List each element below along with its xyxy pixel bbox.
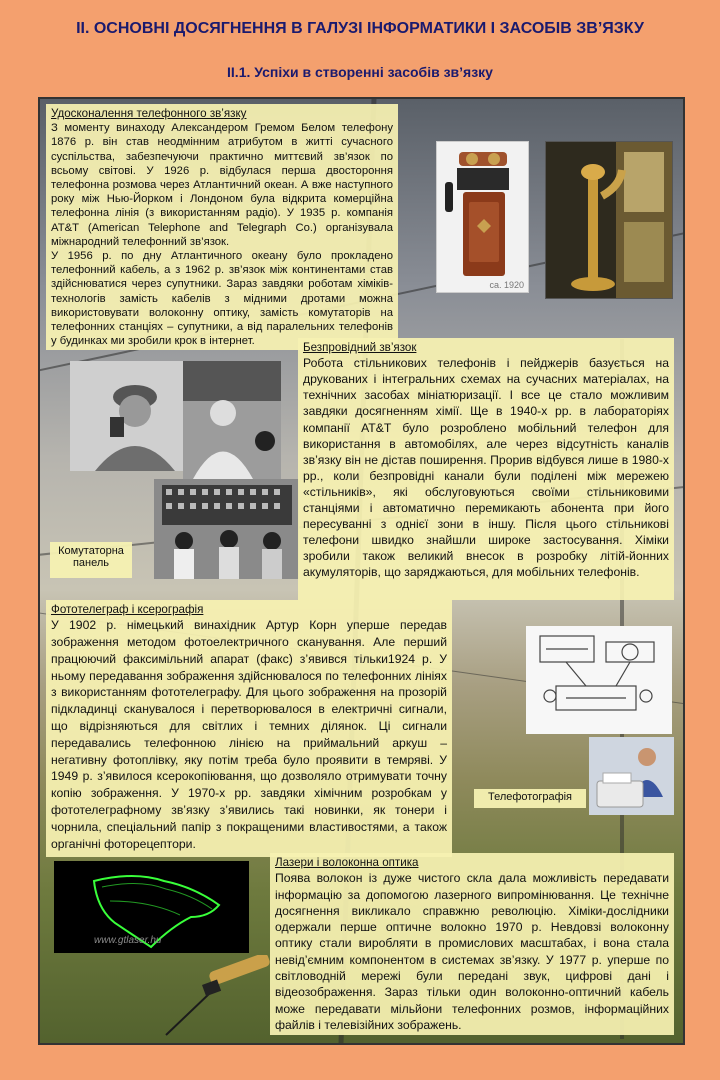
radio-operator-photo-2 (183, 361, 281, 479)
fax-section (46, 600, 452, 857)
candlestick-telephone-icon (545, 141, 673, 299)
fax-text: У 1902 р. німецький винахідник Артур Корн уперше передав зображення методом фотоелектричного сканування. Але перший працюючий факсимільний апарат (факс) з’явився тільки1924 р. У ньому передавання зображення здійснювалося по телефонних лініях з використанням фототелеграфу. Для цього зображення на прозорій підкладинці сканувалося і перетворювалося в електричні сигнали, що відрізняються для світлих і темних ділянок. Ці сигнали передавались телефонною лінією на приймальний аркуш – негативну фотоплівку, яку потім треба було проявити в темряві. У 1949 р. з’явилося ксерокопіювання, що дозволяло отримувати точну копію зображення. У 1970-х рр. завдяки хімічним розробкам у фототелеграфному зв’язку з’явились такі новинки, як тонери і чорнила, спеціальний папір з покращеними властивостями, а також органічні фоторецептори. (51, 618, 447, 851)
fax-heading: Фототелеграф і ксерографія (51, 603, 204, 616)
laser-heading: Лазери і волоконна оптика (275, 856, 419, 869)
fiber-optic-icon (146, 955, 276, 1041)
wireless-section (298, 338, 674, 600)
radio-operator-photo (70, 361, 183, 471)
telephone-text-2: У 1956 р. по дну Атлантичного океану було прокладено телефонний кабель, а з 1962 р. зв’язок між континентами став здійснюватися через супутники. Зараз завдяки роботам хіміків-технологів замість кабелів з мідними дротами можна використовувати волоконну оптику, замість комутаторів на телефонних станціях – супутники, а від паралельних телефонів у будинках ми зробили крок в інтернет. (51, 250, 393, 348)
laser-watermark: www.gtlaser.hu (94, 935, 162, 946)
phototelegraphy-caption: Телефотографія (474, 789, 586, 808)
laser-text: Поява волокон із дуже чистого скла дала можливість передавати інформацію за допомогою лазерного випромінювання. Це технічне досягнення викликало справжню революцію. Хіміки-дослідники одержали перше оптичне волокно 1970 р. Невдовзі волоконну оптику стали виробляти в промислових масштабах, і вона стала невід’ємним компонентом в системах зв’язку. У 1977 р. уперше по світловодній мережі були передані звук, цифрові дані і відеозображення. Зараз тільки один волоконно-оптичний кабель може передавати мільйони телефонних розмов, інформаційних файлів і телевізійних зображень. (275, 871, 669, 1032)
page-subtitle: II.1. Успіхи в створенні засобів зв’язку (227, 64, 493, 80)
switchboard-photo (154, 479, 299, 579)
telefax-photo (589, 737, 674, 815)
fax-machine-icon (526, 626, 672, 734)
laser-map-icon (54, 861, 249, 953)
wireless-text: Робота стільникових телефонів і пейджерів базується на друкованих і інтегральних схемах на сучасних матеріалах, на технічних засобах мініатюризації. І все це стало можливим завдяки досягненням хімії. Ще в 1940-х рр. в лабораторіях компанії AT&T було розроблено мобільний телефон для використання в автомобілях, але через відсутність каналів зв’язку він не дістав поширення. Прорив відбувся лише в 1980-х рр., коли безпровідні канали були поділені між мережею «стільників», які обслуговуються своїми стільниковими станціями і автоматично перемикають абонента при його пересуванні з однієї зони в іншу. Після цього стільникові телефони швидко знайшли широке застосування. Хіміки зробили також великий внесок в розробку літій-йонних акумуляторів, що заряджаються, для мобільних телефонів. (303, 356, 669, 580)
telephone-section (46, 104, 398, 350)
phone-year-label: ca. 1920 (489, 280, 524, 290)
page-title: II. ОСНОВНІ ДОСЯГНЕННЯ В ГАЛУЗІ ІНФОРМАТИКИ І ЗАСОБІВ ЗВ’ЯЗКУ (76, 20, 644, 37)
switchboard-caption: Комутаторна панель (50, 542, 132, 578)
telephone-heading: Удосконалення телефонного зв’язку (51, 107, 247, 120)
wireless-heading: Безпровідний зв’язок (303, 341, 417, 354)
poster-panel (38, 97, 685, 1045)
wall-telephone-icon (436, 141, 529, 293)
telephone-text-1: З моменту винаходу Александером Гремом Белом телефону 1876 р. він став неодмінним атрибутом в житті сучасного суспільства, забезпечуючи практично миттєвий зв’язок по всьому світові. У 1926 р. відбулася перша двостороння телефонна розмова через Атлантичний океан. А вже наступного року між Нью-Йорком і Лондоном була відкрита комерційна телефонна лінія (з використанням радіо). У 1935 р. компанія AT&T (American Telephone and Telegraph Co.) організувала міжнародний телефонний зв’язок. (51, 122, 393, 248)
laser-section (270, 853, 674, 1035)
